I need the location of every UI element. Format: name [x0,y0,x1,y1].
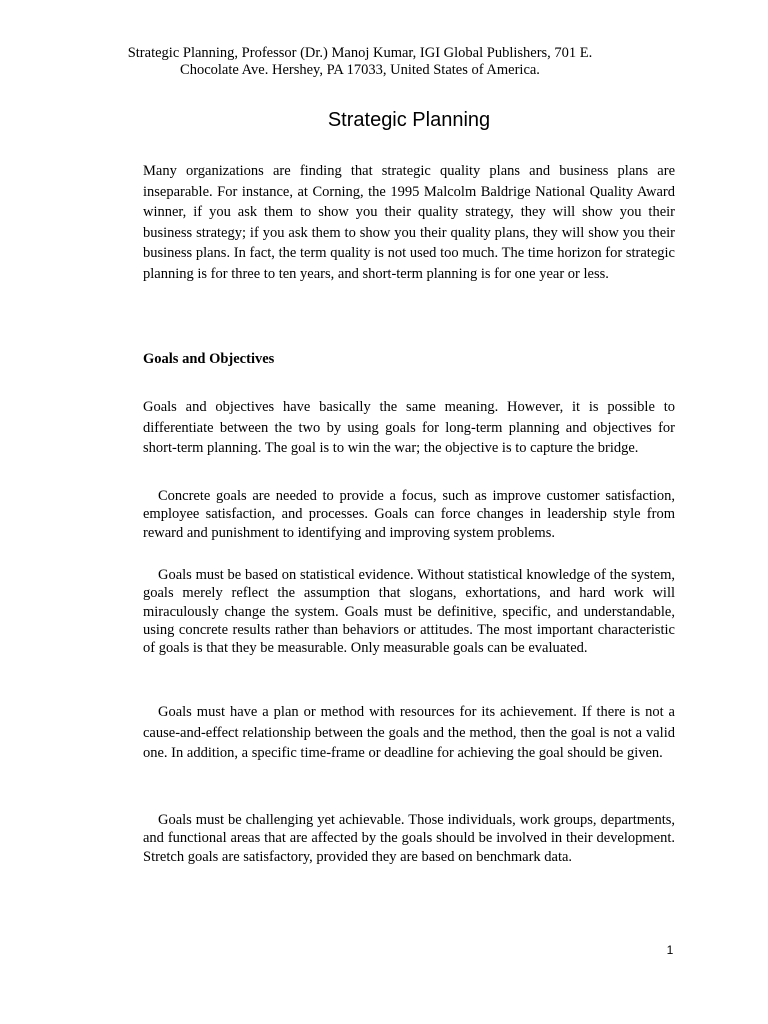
body-paragraph-3: Goals must be based on statistical evidence. Without statistical knowledge of the system, goals merely reflect the assumption that slogans, exhortations, and hard work will miraculously change the system. Goals must be definitive, specific, and understandable, using concrete results rather than behaviors or attitudes. The most important characteristic of goals is that they be measurable. Only measurable goals can be evaluated. [143,567,675,657]
document-title: Strategic Planning [327,109,491,131]
section-heading: Goals and Objectives [143,351,275,367]
header-line-2: Chocolate Ave. Hershey, PA 17033, United States of America. [180,62,540,78]
page-number: 1 [666,943,674,957]
body-paragraph-5: Goals must be challenging yet achievable. Those individuals, work groups, departments, and functional areas that are affected by the goals should be involved in their development. Stretch goals are satisfactory, provided they are based on benchmark data. [143,812,675,865]
body-paragraph-1: Goals and objectives have basically the same meaning. However, it is possible to differentiate between the two by using goals for long-term planning and objectives for short-term planning. The goal is to win the war; the objective is to capture the bridge. [143,399,675,456]
body-paragraph-4: Goals must have a plan or method with resources for its achievement. If there is not a cause-and-effect relationship between the goals and the method, then the goal is not a valid one. In addition, a specific time-frame or deadline for achieving the goal should be given. [143,704,675,761]
intro-paragraph: Many organizations are finding that strategic quality plans and business plans are inseparable. For instance, at Corning, the 1995 Malcolm Baldrige National Quality Award winner, if you ask them to show you their quality strategy, they will show you their business strategy; if you ask them to show you their quality plans, they will show you their business plans. In fact, the term quality is not used too much. The time horizon for strategic planning is for three to ten years, and short-term planning is for one year or less. [143,163,675,282]
body-paragraph-2: Concrete goals are needed to provide a focus, such as improve customer satisfaction, employee satisfaction, and processes. Goals can force changes in leadership style from reward and punishment to identifying and improving system problems. [143,488,675,541]
document-header [100,45,620,79]
header-line-1: Strategic Planning, Professor (Dr.) Manoj Kumar, IGI Global Publishers, 701 E. [127,45,593,61]
